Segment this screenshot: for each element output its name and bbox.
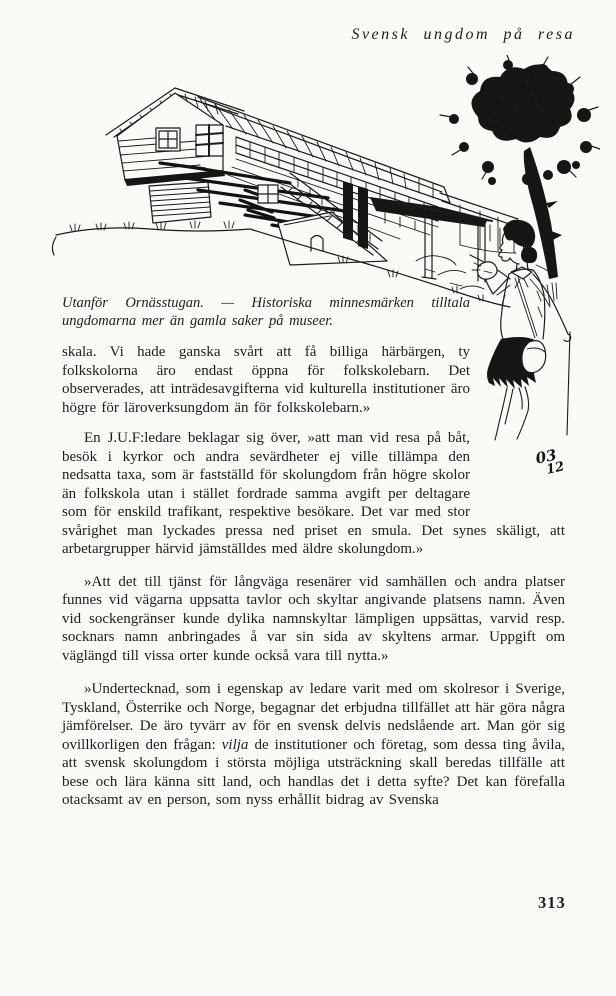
- running-header: Svensk ungdom på resa: [351, 26, 575, 43]
- margin-annotation: [533, 445, 566, 479]
- paragraph-3: »Att det till tjänst för långväga resenärer vid samhällen och andra platser funnes vid vägarna uppsatta tavlor och skyltar angivande platsens namn. Även vid sockengränser kunde dylika namnskyltar lämpligen uppsättas, varvid resp. socknars namn anbringades å var sin sida av skyltens armar. Uppgift om väglängd till vissa orter kunde också vara till nytta.»: [62, 573, 565, 664]
- paragraph-2: En J.U.F:ledare beklagar sig över, »att man vid resa på båt, besök i kyrkor och andra sevärdheter ej ville tillämpa den nedsatta taxa, som är fastställd för skolungdom från högre skolor än folkskola utan i stället fordrade samma avgift per deltagare som för enskild trafikant, respektive besökare. Det var med stor svårighet man lyckades pressa ned priset en smula. Det synes skäligt, att arbetargrupper härvid jämställdes med äldre skolungdom.»: [62, 430, 565, 557]
- margin-annotation-line1: 03: [533, 445, 559, 468]
- figure-caption: Utanför Ornässtugan. — Historiska minnesmärken tilltala ungdomarna mer än gamla saker på museer.: [62, 295, 470, 329]
- emphasis-vilja: vilja: [221, 736, 249, 753]
- paragraph-1: skala. Vi hade ganska svårt att få billiga härbärgen, ty folkskolorna äro endast öppna för folkskolebarn. Det observerades, att inträdesavgifterna vid kulturella institutioner äro högre för läroverksungdom än för folkskolebarn.»: [62, 344, 470, 416]
- text-column: [62, 294, 565, 810]
- paragraph-4: [62, 680, 565, 810]
- page-number: 313: [538, 893, 566, 912]
- paragraph-4-before: »Undertecknad, som i egenskap av ledare varit med om skolresor i Sverige, Tyskland, Österrike och Norge, begagnar det erbjudna tillfället att här göra några jämförelser. De äro tyvärr av för en svensk delvis nedslående art. Man gör sig ovillkorligen den frågan:: [62, 681, 565, 753]
- margin-annotation-line2: 12: [544, 459, 566, 478]
- paragraph-4-after: de institutioner och företag, som dessa ting åvila, att svensk skolungdom i största möjliga utsträckning skall beredas tillfälle att bese och lära känna sitt land, och handlas det i detta syfte? Det kan förefalla otacksamt av en person, som nyss erhållit bidrag av Svenska: [62, 736, 566, 808]
